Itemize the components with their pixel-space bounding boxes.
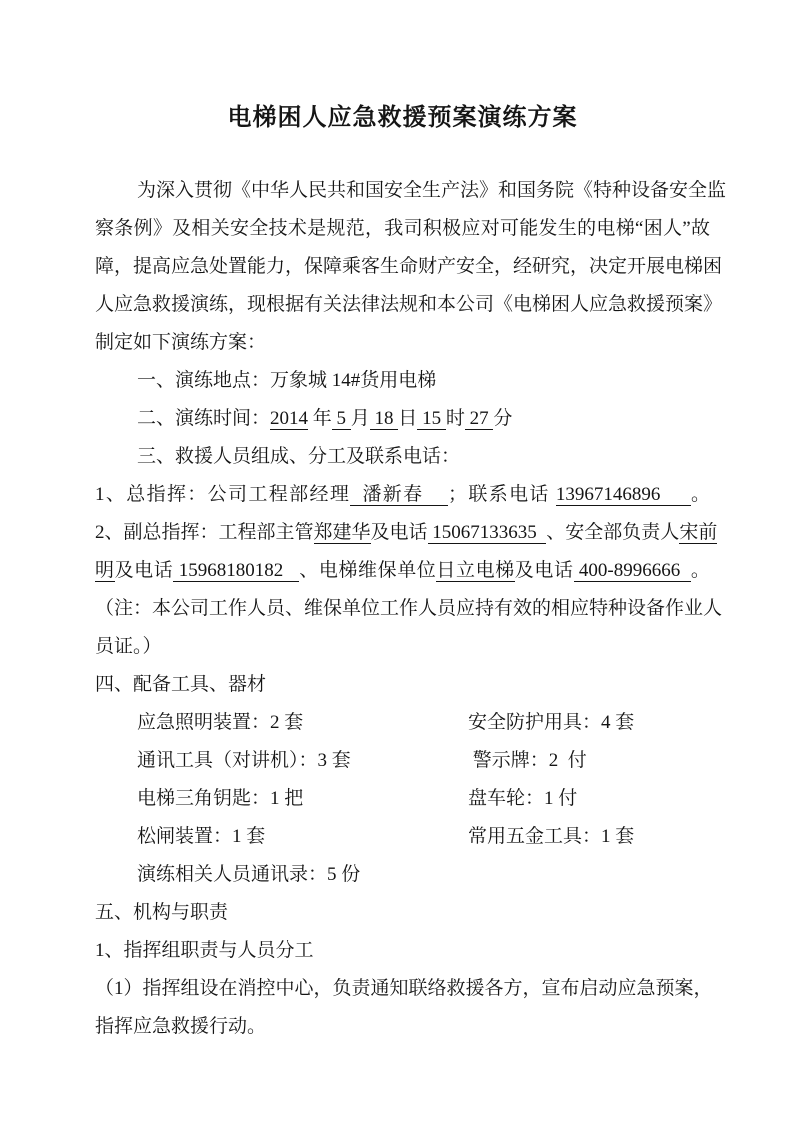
text-segment: 应急照明装置：2 套: [137, 712, 304, 733]
org-item-1-heading: [95, 932, 710, 970]
text-segment: 日: [398, 408, 418, 429]
intro-line-1: [95, 172, 727, 210]
fill-in-underline-text: 日立电梯: [436, 560, 515, 581]
fill-in-underline-text: 明: [95, 560, 115, 581]
text-segment: 。: [690, 560, 710, 581]
tools-row-5: [95, 856, 710, 894]
note-line-1: [95, 590, 723, 628]
text-segment: 1、总指挥：公司工程部经理: [95, 484, 351, 505]
text-segment: 1、指挥组职责与人员分工: [95, 940, 314, 961]
text-segment: 员证。）: [95, 636, 162, 657]
fill-in-underline-text: 18: [369, 408, 399, 429]
text-segment: （1）指挥组设在消控中心，负责通知联络救援各方，宣布启动应急预案，: [95, 978, 713, 999]
fill-in-underline-text: 2014: [270, 408, 309, 429]
note-line-2: [95, 628, 710, 666]
tools-row-1-right-column: 安全防护用具：4 套: [468, 712, 635, 733]
fill-in-underline-text: 13967146896: [555, 484, 691, 505]
text-segment: 二、演练时间：: [137, 408, 271, 429]
tools-row-3-right-column: 盘车轮：1 付: [468, 788, 578, 809]
text-segment: 、电梯维保单位: [299, 560, 437, 581]
text-segment: 察条例》及相关安全技术是规范，我司积极应对可能发生的电梯“困人”故: [95, 218, 710, 239]
intro-line-5: [95, 324, 710, 362]
page-title: 电梯困人应急救援预案演练方案: [227, 105, 578, 131]
deputy-commander-line-2: [95, 552, 710, 590]
text-segment: 五、机构与职责: [95, 902, 229, 923]
item-rescue-team-heading: [95, 438, 710, 476]
text-segment: （注：本公司工作人员、维保单位工作人员应持有效的相应特种设备作业人: [95, 598, 723, 619]
tools-row-1: [95, 704, 710, 742]
text-segment: 电梯三角钥匙：1 把: [137, 788, 304, 809]
text-segment: 指挥应急救援行动。: [95, 1016, 267, 1037]
section-tools-heading: [95, 666, 710, 704]
text-segment: 制定如下演练方案：: [95, 332, 267, 353]
org-item-1-detail-line-1: [95, 970, 713, 1008]
text-segment: 四、配备工具、器材: [95, 674, 267, 695]
text-segment: 一、演练地点：万象城 14#货用电梯: [137, 370, 437, 391]
section-org-heading: [95, 894, 710, 932]
fill-in-underline-text: 郑建华: [313, 522, 371, 543]
org-item-1-detail-line-2: [95, 1008, 710, 1046]
text-segment: 时: [445, 408, 465, 429]
fill-in-underline-text: 15: [417, 408, 446, 429]
fill-in-underline-text: 15067133635: [427, 522, 547, 543]
text-segment: 。: [690, 484, 710, 505]
text-segment: 三、救援人员组成、分工及联系电话：: [137, 446, 461, 467]
document-body: [95, 172, 727, 1046]
intro-line-2: [95, 210, 710, 248]
text-segment: 及电话: [370, 522, 428, 543]
text-segment: 人应急救援演练，现根据有关法律法规和本公司《电梯困人应急救援预案》: [95, 294, 723, 315]
intro-line-4: [95, 286, 723, 324]
text-segment: 、安全部负责人: [546, 522, 680, 543]
text-segment: 障，提高应急处置能力，保障乘客生命财产安全，经研究，决定开展电梯困: [95, 256, 723, 277]
text-segment: 松闸装置：1 套: [137, 826, 266, 847]
text-segment: 分: [493, 408, 513, 429]
tools-row-3: [95, 780, 710, 818]
fill-in-underline-text: 潘新春: [350, 484, 448, 505]
text-segment: ；联系电话: [447, 484, 556, 505]
text-segment: 月: [350, 408, 370, 429]
text-segment: 及电话: [514, 560, 574, 581]
chief-commander-line: [95, 476, 710, 514]
tools-row-4-right-column: 常用五金工具：1 套: [468, 826, 635, 847]
intro-line-3: [95, 248, 723, 286]
text-segment: 为深入贯彻《中华人民共和国安全生产法》和国务院《特种设备安全监: [137, 180, 727, 201]
text-segment: 演练相关人员通讯录：5 份: [137, 864, 361, 885]
tools-row-2-right-column: 警示牌：2 付: [468, 750, 587, 771]
item-drill-location: [95, 362, 710, 400]
text-segment: 2、副总指挥：工程部主管: [95, 522, 314, 543]
text-segment: 通讯工具（对讲机）：3 套: [137, 750, 351, 771]
tools-row-4: [95, 818, 710, 856]
item-drill-time: [95, 400, 710, 438]
fill-in-underline-text: 5: [331, 408, 351, 429]
fill-in-underline-text: 宋前: [679, 522, 718, 543]
text-segment: 年: [308, 408, 332, 429]
deputy-commander-line-1: [95, 514, 718, 552]
text-segment: 及电话: [114, 560, 174, 581]
fill-in-underline-text: 15968180182: [173, 560, 300, 581]
fill-in-underline-text: 27: [464, 408, 494, 429]
tools-row-2: [95, 742, 710, 780]
fill-in-underline-text: 400-8996666: [573, 560, 691, 581]
